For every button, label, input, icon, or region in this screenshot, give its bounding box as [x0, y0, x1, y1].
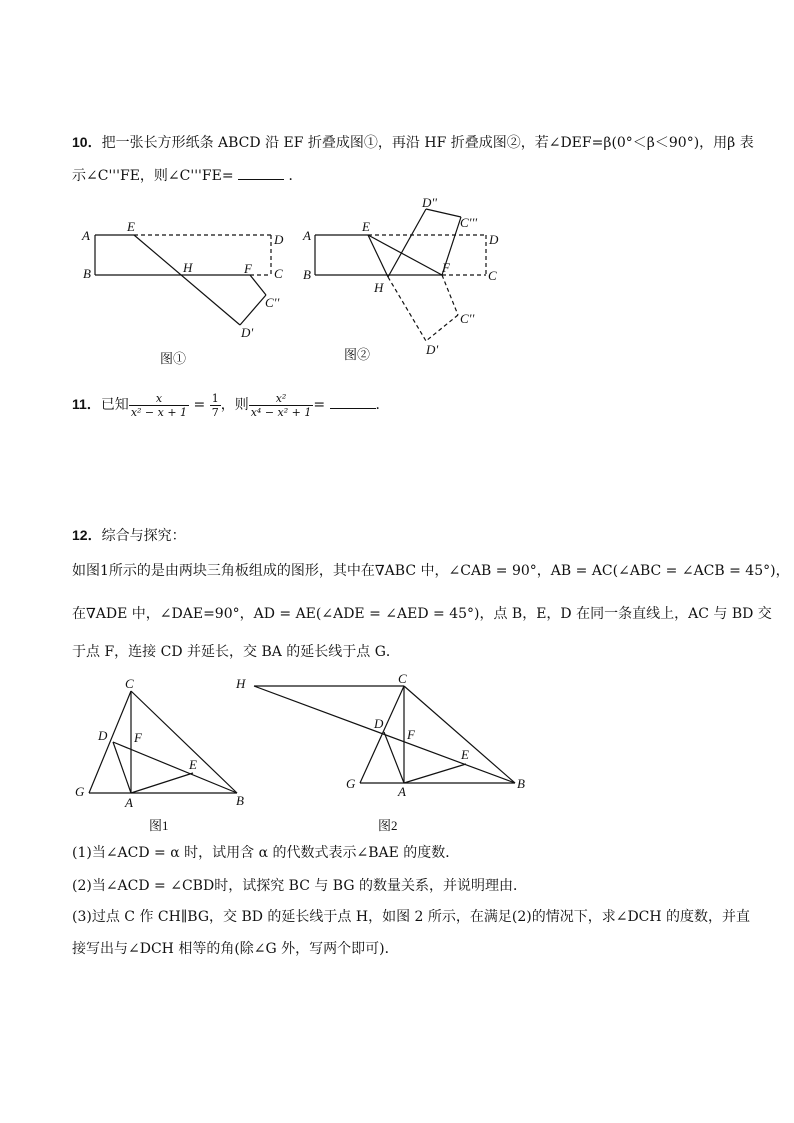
q12-subquestion-1: (1)当∠ACD = α 时，试用含 α 的代数式表示∠BAE 的度数．: [72, 845, 460, 861]
f1-label-B: B: [83, 266, 91, 281]
q12-number: 12．: [72, 527, 102, 543]
q10-answer-blank[interactable]: [238, 165, 284, 180]
q10-line1: [72, 132, 754, 153]
g2-CB: [404, 686, 515, 783]
q10-text-2: 示∠C'''FE，则∠C'''FE=: [72, 168, 234, 184]
g1-CG: [89, 691, 131, 793]
q10-line2: [72, 165, 302, 186]
f2-HD2: [388, 209, 426, 277]
g2-label-D: D: [374, 716, 384, 731]
q11-frac1-num: x: [129, 392, 189, 406]
f2-label-C: C: [488, 268, 497, 283]
f2-label-E: E: [362, 219, 370, 234]
f1-label-D1: D': [241, 325, 254, 340]
f1-C2D1: [240, 295, 266, 325]
q11-line: [72, 390, 390, 419]
g2-caption: 图2: [378, 818, 398, 833]
g2-label-G: G: [346, 776, 356, 791]
f1-label-C: C: [274, 266, 283, 281]
q12-subquestion-4: 接写出与∠DCH 相等的角(除∠G 外，写两个即可)．: [72, 941, 399, 957]
q10-text-2-end: ．: [288, 168, 303, 184]
f2-label-A: A: [303, 228, 311, 243]
q11-suffix: ．: [375, 397, 390, 413]
q11-fraction-3: [249, 392, 314, 419]
q12-paragraph-3: 于点 F，连接 CD 并延长，交 BA 的延长线于点 G．: [72, 644, 400, 660]
q11-mid: ，则: [220, 397, 249, 413]
q10-figure-2: [296, 195, 516, 370]
q12-paragraph-2: 在∇ADE 中，∠DAE=90°，AD = AE(∠ADE = ∠AED = 45°)，点 B，E，D 在同一条直线上，AC 与 BD 交: [72, 606, 772, 622]
f2-caption: 图②: [344, 347, 371, 362]
q11-frac2-num: 1: [211, 391, 219, 405]
q12-title-line: [72, 525, 186, 546]
q10-figure-1: [76, 215, 296, 375]
f2-label-D: D: [489, 232, 499, 247]
q10-number: 10．: [72, 134, 102, 150]
g1-label-B: B: [236, 793, 244, 808]
q11-prefix: 已知: [100, 397, 129, 413]
g1-CB: [131, 691, 237, 793]
g2-label-H: H: [236, 676, 246, 691]
f1-label-A: A: [82, 228, 90, 243]
f2-HD1: [388, 277, 426, 341]
f2-label-D2: D'': [422, 195, 437, 210]
f1-label-E: E: [127, 219, 135, 234]
f2-label-H: H: [374, 280, 384, 295]
f1-ED1: [134, 235, 240, 325]
q11-eq2: =: [313, 397, 326, 413]
q11-fraction-2: [210, 392, 221, 419]
g2-label-C: C: [398, 672, 407, 686]
q12-figure-2: [230, 672, 535, 837]
q11-frac1-den: x² − x + 1: [130, 405, 188, 419]
g1-label-D: D: [98, 728, 108, 743]
g1-DB: [113, 742, 237, 793]
q12-paragraph-1: 如图1所示的是由两块三角板组成的图形，其中在∇ABC 中，∠CAB = 90°，AB = AC(∠ABC = ∠ACB = 45°)，: [72, 563, 790, 579]
g1-label-A: A: [125, 795, 133, 810]
f1-label-C2: C'': [265, 295, 280, 310]
q11-number: 11．: [72, 396, 101, 412]
f2-EF: [368, 235, 442, 275]
g1-DA: [113, 742, 131, 793]
f2-label-C3: C''': [460, 215, 478, 230]
g2-label-B: B: [517, 776, 525, 791]
q11-eq: =: [193, 397, 206, 413]
g1-caption: 图1: [149, 818, 169, 833]
f2-label-C2: C'': [460, 311, 475, 326]
g2-AE: [404, 764, 466, 783]
f1-FC2: [250, 275, 266, 295]
g1-label-F: F: [134, 730, 142, 745]
g2-label-F: F: [407, 727, 415, 742]
g1-label-C: C: [125, 676, 134, 691]
g2-label-A: A: [398, 784, 406, 799]
g1-label-G: G: [75, 784, 85, 799]
g2-label-E: E: [461, 747, 469, 762]
g2-CG: [360, 686, 404, 783]
f2-D2C3: [426, 209, 461, 217]
g1-AE: [131, 773, 193, 793]
f2-label-F: F: [442, 260, 450, 275]
f2-label-B: B: [303, 267, 311, 282]
q11-fraction-1: [129, 392, 189, 419]
f2-label-D1: D': [426, 342, 439, 357]
f2-FC2: [442, 275, 458, 315]
q12-subquestion-3: (3)过点 C 作 CH∥BG，交 BD 的延长线于点 H，如图 2 所示，在满足(2)的情况下，求∠DCH 的度数，并直: [72, 909, 751, 925]
q11-frac3-num: x²: [249, 392, 314, 406]
g2-DA: [384, 732, 404, 783]
q11-answer-blank[interactable]: [330, 394, 376, 409]
q12-subquestion-2: (2)当∠ACD = ∠CBD时，试探究 BC 与 BG 的数量关系，并说明理由．: [72, 878, 527, 894]
q10-text-1: 把一张长方形纸条 ABCD 沿 EF 折叠成图①，再沿 HF 折叠成图②，若∠DEF=β(0°＜β＜90°)，用β 表: [101, 135, 754, 151]
q11-frac2-den: 7: [211, 405, 219, 419]
q11-frac3-den: x⁴ − x² + 1: [250, 405, 312, 419]
q12-title: 综合与探究：: [101, 528, 186, 544]
f2-C2D1: [426, 315, 458, 341]
f1-caption: 图①: [160, 351, 187, 366]
f2-EH: [368, 235, 388, 277]
f1-label-H: H: [183, 260, 193, 275]
f1-label-D: D: [274, 232, 284, 247]
f1-label-F: F: [244, 261, 252, 276]
g1-label-E: E: [189, 757, 197, 772]
